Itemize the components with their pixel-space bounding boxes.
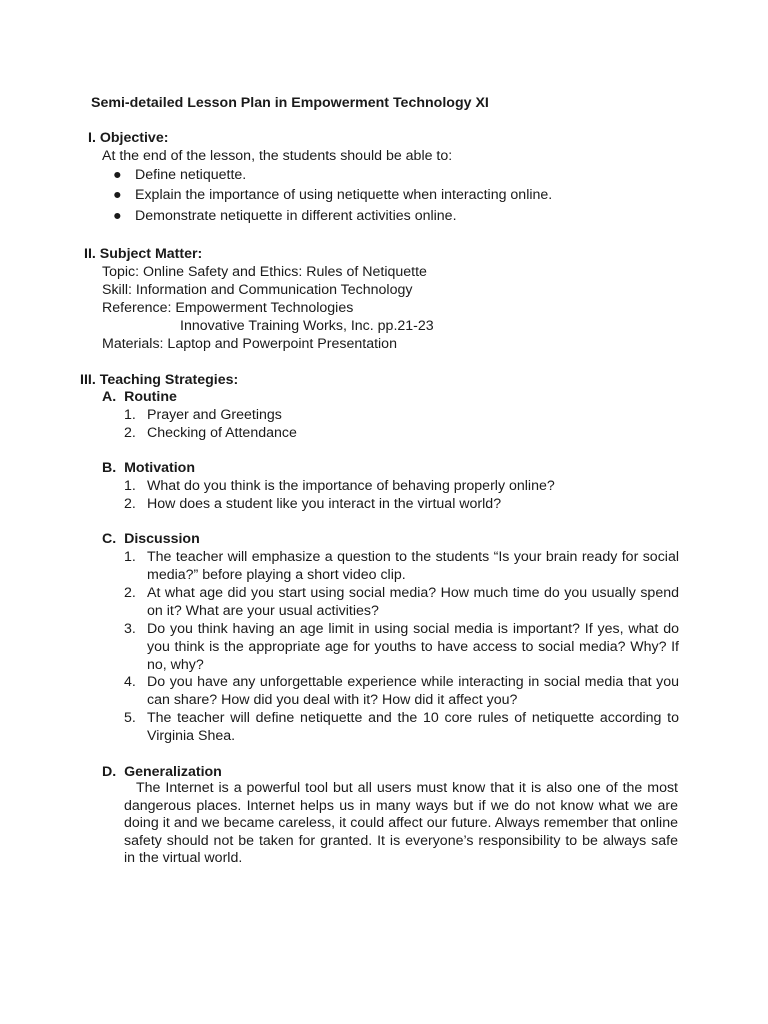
subsection-letter: C. (102, 531, 117, 547)
list-text: Do you think having an age limit in using social media is important? If yes, what do you think is the appropriate age for youths to have access to social media? Why? If no, why? (147, 621, 679, 673)
page-title: Semi-detailed Lesson Plan in Empowerment Technology XI (91, 95, 489, 111)
list-text: How does a student like you interact in the virtual world? (147, 496, 502, 512)
subject-topic: Topic: Online Safety and Ethics: Rules of Netiquette (102, 264, 427, 280)
list-text: Checking of Attendance (147, 425, 297, 441)
subsection-routine-heading (102, 388, 177, 406)
bullet-icon: ● (113, 187, 122, 203)
subsection-letter: B. (102, 460, 117, 476)
subsection-title: Discussion (124, 531, 200, 547)
bullet-icon: ● (113, 208, 122, 224)
objective-intro: At the end of the lesson, the students should be able to: (102, 148, 453, 164)
list-text: Prayer and Greetings (147, 407, 282, 423)
subsection-motivation-heading (102, 459, 195, 477)
section-strategies-heading (80, 371, 238, 389)
subsection-title: Routine (124, 389, 177, 405)
bullet-icon: ● (113, 167, 122, 183)
subsection-title: Motivation (124, 460, 196, 476)
list-number: 2. (124, 496, 136, 512)
section-number: II. (84, 246, 96, 262)
bullet-text: Explain the importance of using netiquette when interacting online. (135, 187, 553, 203)
section-title: Subject Matter: (99, 246, 203, 262)
list-number: 2. (124, 425, 136, 441)
list-number: 1. (124, 407, 136, 423)
list-number: 1. (124, 549, 136, 565)
subsection-letter: D. (102, 764, 117, 780)
bullet-text: Demonstrate netiquette in different activities online. (135, 208, 457, 224)
subject-materials: Materials: Laptop and Powerpoint Presentation (102, 336, 397, 352)
subsection-generalization-heading (102, 763, 222, 781)
list-number: 3. (124, 621, 136, 637)
section-number: I. (88, 130, 96, 146)
subsection-discussion-heading (102, 530, 200, 548)
bullet-text: Define netiquette. (135, 167, 247, 183)
list-text: The teacher will emphasize a question to the students “Is your brain ready for social media?” before playing a short video clip. (147, 549, 679, 583)
subsection-title: Generalization (124, 764, 222, 780)
section-title: Teaching Strategies: (99, 372, 239, 388)
section-subject-heading (84, 245, 202, 263)
generalization-paragraph: The Internet is a powerful tool but all users must know that it is also one of the most dangerous places. Internet helps us in many ways but if we do not know what we are doing it and we became careless, it could affect our future. Always remember that online safety should not be taken for granted. It is everyone’s responsibility to be always safe in the virtual world. (124, 780, 678, 867)
list-text: Do you have any unforgettable experience while interacting in social media that you can share? How did you deal with it? How did it affect you? (147, 674, 679, 708)
section-title: Objective: (99, 130, 169, 146)
list-number: 1. (124, 478, 136, 494)
section-number: III. (80, 372, 96, 388)
list-text: What do you think is the importance of behaving properly online? (147, 478, 555, 494)
subsection-letter: A. (102, 389, 117, 405)
list-number: 2. (124, 585, 136, 601)
list-text: At what age did you start using social media? How much time do you usually spend on it? What are your usual activities? (147, 585, 679, 619)
subject-reference-detail: Innovative Training Works, Inc. pp.21-23 (180, 318, 434, 334)
subject-reference: Reference: Empowerment Technologies (102, 300, 354, 316)
list-number: 4. (124, 674, 136, 690)
list-text: The teacher will define netiquette and the 10 core rules of netiquette according to Virginia Shea. (147, 710, 679, 744)
list-number: 5. (124, 710, 136, 726)
section-objective-heading (88, 129, 168, 147)
subject-skill: Skill: Information and Communication Technology (102, 282, 413, 298)
